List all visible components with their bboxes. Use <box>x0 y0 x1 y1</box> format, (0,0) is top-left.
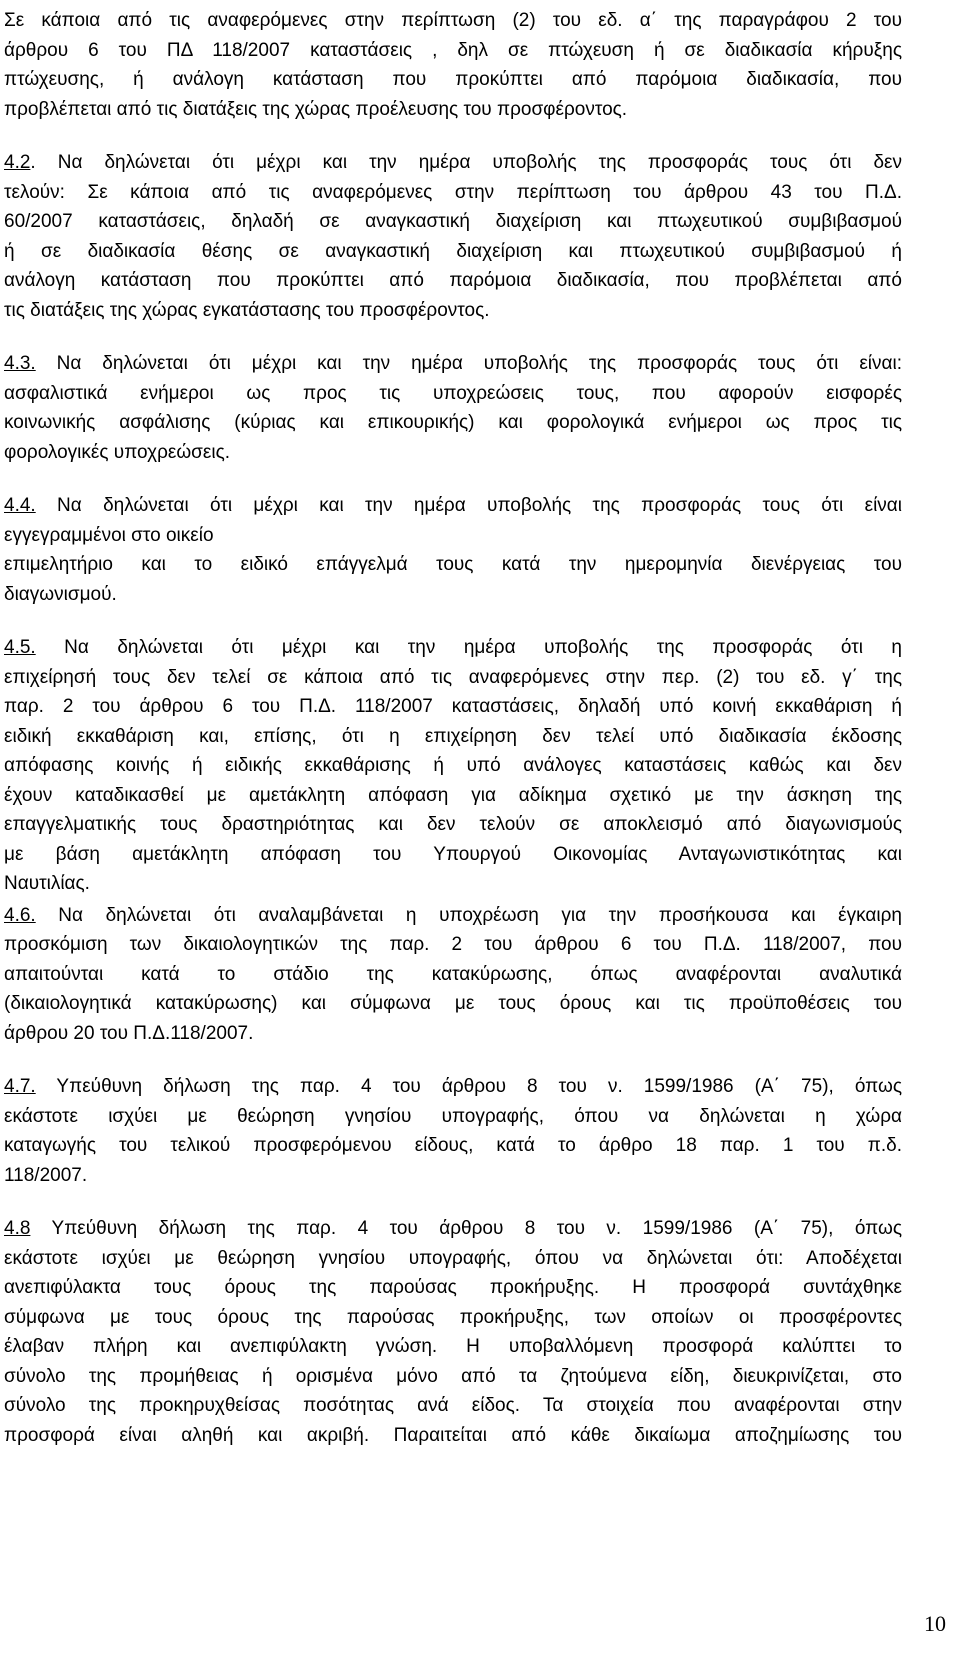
section-lead-line <box>4 491 902 521</box>
page-number: 10 <box>924 1611 946 1636</box>
text-line: προβλέπεται από τις διατάξεις της χώρας προέλευσης του προσφέροντος. <box>4 98 628 120</box>
paragraph-spacer <box>4 609 902 633</box>
section-4-5 <box>4 633 902 899</box>
section-lead-text: Να δηλώνεται ότι αναλαμβάνεται η υποχρέωση για την προσήκουσα και έγκαιρη <box>35 904 902 926</box>
text-line: καταγωγής του τελικού προσφερόμενου είδους, κατά το άρθρο 18 παρ. 1 του π.δ. <box>4 1135 902 1156</box>
section-4-3 <box>4 349 902 467</box>
text-line: επαγγελματικής τους δραστηριότητας και δεν τελούν σε αποκλεισμό από διαγωνισμούς <box>4 814 902 835</box>
text-line: σύνολο της προμήθειας ή ορισμένα μόνο από τα ζητούμενα είδη, διευκρινίζεται, στο <box>4 1365 902 1387</box>
section-4-8 <box>4 1214 902 1450</box>
section-lead-line <box>4 349 902 379</box>
text-line: έλαβαν πλήρη και ανεπιφύλακτη γνώση. Η υποβαλλόμενη προσφορά καλύπτει το <box>4 1336 902 1357</box>
text-line: επιχείρησή τους δεν τελεί σε κάποια από τις αναφερόμενες στην περ. (2) του εδ. γ΄ της <box>4 666 902 688</box>
text-line: ανεπιφύλακτα τους όρους της παρούσας προκήρυξης. Η προσφορά συντάχθηκε <box>4 1277 902 1298</box>
section-number: 4.3. <box>4 353 36 374</box>
section-lead-line <box>4 1214 902 1244</box>
text-line: σύνολο της προκηρυχθείσας ποσότητας ανά είδος. Τα στοιχεία που αναφέρονται στην <box>4 1395 902 1416</box>
section-lead-line <box>4 901 902 931</box>
text-line: Σε κάποια από τις αναφερόμενες στην περίπτωση (2) του εδ. α΄ της παραγράφου 2 του <box>4 10 902 31</box>
text-line: ασφαλιστικά ενήμεροι ως προς τις υποχρεώσεις τους, που αφορούν εισφορές <box>4 382 902 404</box>
text-line: εγγεγραμμένοι στο οικείο <box>4 524 214 546</box>
text-line: κοινωνικής ασφάλισης (κύριας και επικουρικής) και φορολογικά ενήμεροι ως προς τις <box>4 412 902 433</box>
section-number: 4.2 <box>4 152 31 173</box>
intro-paragraph <box>4 6 902 124</box>
text-line: ειδική εκκαθάριση και, επίσης, ότι η επιχείρηση δεν τελεί υπό διαδικασία έκδοσης <box>4 725 902 747</box>
section-lead-text: Υπεύθυνη δήλωση της παρ. 4 του άρθρου 8 του ν. 1599/1986 (Α΄ 75), όπως <box>35 1076 902 1097</box>
text-line: με βάση αμετάκλητη απόφαση του Υπουργού Οικονομίας Ανταγωνιστικότητας και <box>4 843 902 865</box>
paragraph-spacer <box>4 467 902 491</box>
text-line: παρ. 2 του άρθρου 6 του Π.Δ. 118/2007 καταστάσεις, δηλαδή υπό κοινή εκκαθάριση ή <box>4 696 902 717</box>
text-line: τις διατάξεις της χώρας εγκατάστασης του προσφέροντος. <box>4 299 490 321</box>
section-lead-text: Να δηλώνεται ότι μέχρι και την ημέρα υποβολής της προσφοράς τους ότι είναι: <box>35 353 902 374</box>
text-line: εκάστοτε ισχύει με θεώρηση γνησίου υπογραφής, όπου να δηλώνεται η χώρα <box>4 1105 902 1127</box>
section-lead-line <box>4 148 902 178</box>
section-4-2 <box>4 148 902 325</box>
text-line: 118/2007. <box>4 1164 88 1186</box>
text-line: απόφασης κοινής ή ειδικής εκκαθάρισης ή υπό ανάλογες καταστάσεις καθώς και δεν <box>4 755 902 776</box>
paragraph-spacer <box>4 1048 902 1072</box>
section-4-6 <box>4 901 902 1049</box>
text-line: επιμελητήριο και το ειδικό επάγγελμά τους κατά την ημερομηνία διενέργειας του <box>4 554 902 575</box>
paragraph-spacer <box>4 1190 902 1214</box>
section-lead-text: Να δηλώνεται ότι μέχρι και την ημέρα υποβολής της προσφοράς ότι η <box>35 637 902 658</box>
text-line: φορολογικές υποχρεώσεις. <box>4 441 231 463</box>
section-lead-text: Υπεύθυνη δήλωση της παρ. 4 του άρθρου 8 του ν. 1599/1986 (Α΄ 75), όπως <box>30 1218 902 1239</box>
section-lead-line <box>4 633 902 663</box>
text-line: (δικαιολογητικά κατακύρωσης) και σύμφωνα με τους όρους και τις προϋποθέσεις του <box>4 993 902 1014</box>
section-4-4 <box>4 491 902 609</box>
text-line: σύμφωνα με τους όρους της παρούσας προκήρυξης, των οποίων οι προσφέροντες <box>4 1306 902 1328</box>
text-line: απαιτούνται κατά το στάδιο της κατακύρωσης, όπως αναφέρονται αναλυτικά <box>4 963 902 985</box>
text-line: έχουν καταδικασθεί με αμετάκλητη απόφαση για αδίκημα σχετικό με την άσκηση της <box>4 784 902 806</box>
text-line: πτώχευσης, ή ανάλογη κατάσταση που προκύπτει από παρόμοια διαδικασία, που <box>4 69 902 90</box>
text-line: εκάστοτε ισχύει με θεώρηση γνησίου υπογραφής, όπου να δηλώνεται ότι: Αποδέχεται <box>4 1247 902 1269</box>
section-number: 4.4. <box>4 495 36 516</box>
section-lead-text: . Να δηλώνεται ότι μέχρι και την ημέρα υποβολής της προσφοράς τους ότι δεν <box>30 152 902 173</box>
section-number: 4.5. <box>4 637 36 658</box>
text-line: διαγωνισμού. <box>4 583 117 605</box>
section-lead-line <box>4 1072 902 1102</box>
text-line: ανάλογη κατάσταση που προκύπτει από παρόμοια διαδικασία, που προβλέπεται από <box>4 270 902 291</box>
text-line: τελούν: Σε κάποια από τις αναφερόμενες στην περίπτωση του άρθρου 43 του Π.Δ. <box>4 181 902 203</box>
section-number: 4.7. <box>4 1076 36 1097</box>
section-lead-text: Να δηλώνεται ότι μέχρι και την ημέρα υποβολής της προσφοράς τους ότι είναι <box>35 495 902 516</box>
text-line: ή σε διαδικασία θέσης σε αναγκαστική διαχείριση και πτωχευτικού συμβιβασμού ή <box>4 240 902 262</box>
paragraph-spacer <box>4 124 902 148</box>
section-number: 4.6. <box>4 904 36 926</box>
text-line: άρθρου 6 του ΠΔ 118/2007 καταστάσεις , δηλ σε πτώχευση ή σε διαδικασία κήρυξης <box>4 39 902 61</box>
paragraph-spacer <box>4 325 902 349</box>
text-line: άρθρου 20 του Π.Δ.118/2007. <box>4 1022 254 1044</box>
text-line: 60/2007 καταστάσεις, δηλαδή σε αναγκαστική διαχείριση και πτωχευτικού συμβιβασμού <box>4 211 902 232</box>
document-page <box>4 6 902 1450</box>
text-line: προσκόμιση των δικαιολογητικών της παρ. 2 του άρθρου 6 του Π.Δ. 118/2007, που <box>4 934 902 955</box>
text-line: Ναυτιλίας. <box>4 873 90 894</box>
section-number: 4.8 <box>4 1218 31 1239</box>
text-line: προσφορά είναι αληθή και ακριβή. Παραιτείται από κάθε δικαίωμα αποζημίωσης του <box>4 1424 902 1446</box>
section-4-7 <box>4 1072 902 1190</box>
